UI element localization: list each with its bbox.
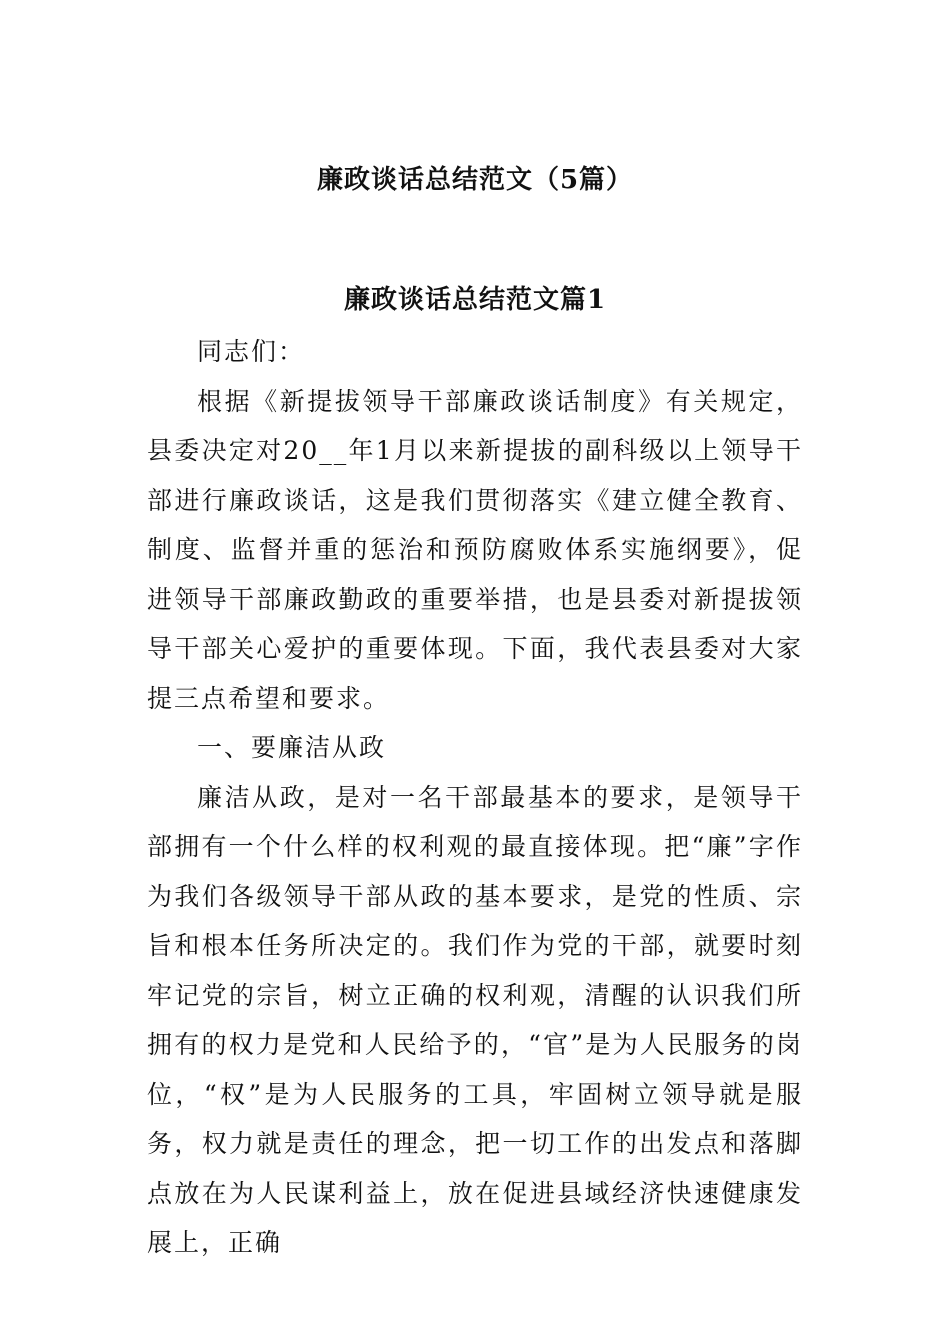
body-paragraph: 廉洁从政，是对一名干部最基本的要求，是领导干部拥有一个什么样的权利观的最直接体现。把“廉”字作为我们各级领导干部从政的基本要求，是党的性质、宗旨和根本任务所决定的。我们作为党的干部，就要时刻牢记党的宗旨，树立正确的权利观，清醒的认识我们所拥有的权力是党和人民给予的，“官”是为人民服务的岗位，“权”是为人民服务的工具，牢固树立领导就是服务，权力就是责任的理念，把一切工作的出发点和落脚点放在为人民谋利益上，放在促进县域经济快速健康发展上，正确 [147, 782, 803, 1257]
document-body [147, 327, 803, 1268]
body-paragraph: 根据《新提拔领导干部廉政谈话制度》有关规定，县委决定对20__年1月以来新提拔的副科级以上领导干部进行廉政谈话，这是我们贯彻落实《建立健全教育、制度、监督并重的惩治和预防腐败体系实施纲要》，促进领导干部廉政勤政的重要举措，也是县委对新提拔领导干部关心爱护的重要体现。下面，我代表县委对大家提三点希望和要求。 [147, 386, 803, 713]
section-title: 廉政谈话总结范文篇1 [343, 285, 607, 315]
document-title: 廉政谈话总结范文（5篇） [316, 165, 634, 195]
subheading-paragraph: 一、要廉洁从政 [197, 733, 387, 762]
salutation-paragraph: 同志们： [197, 337, 306, 366]
